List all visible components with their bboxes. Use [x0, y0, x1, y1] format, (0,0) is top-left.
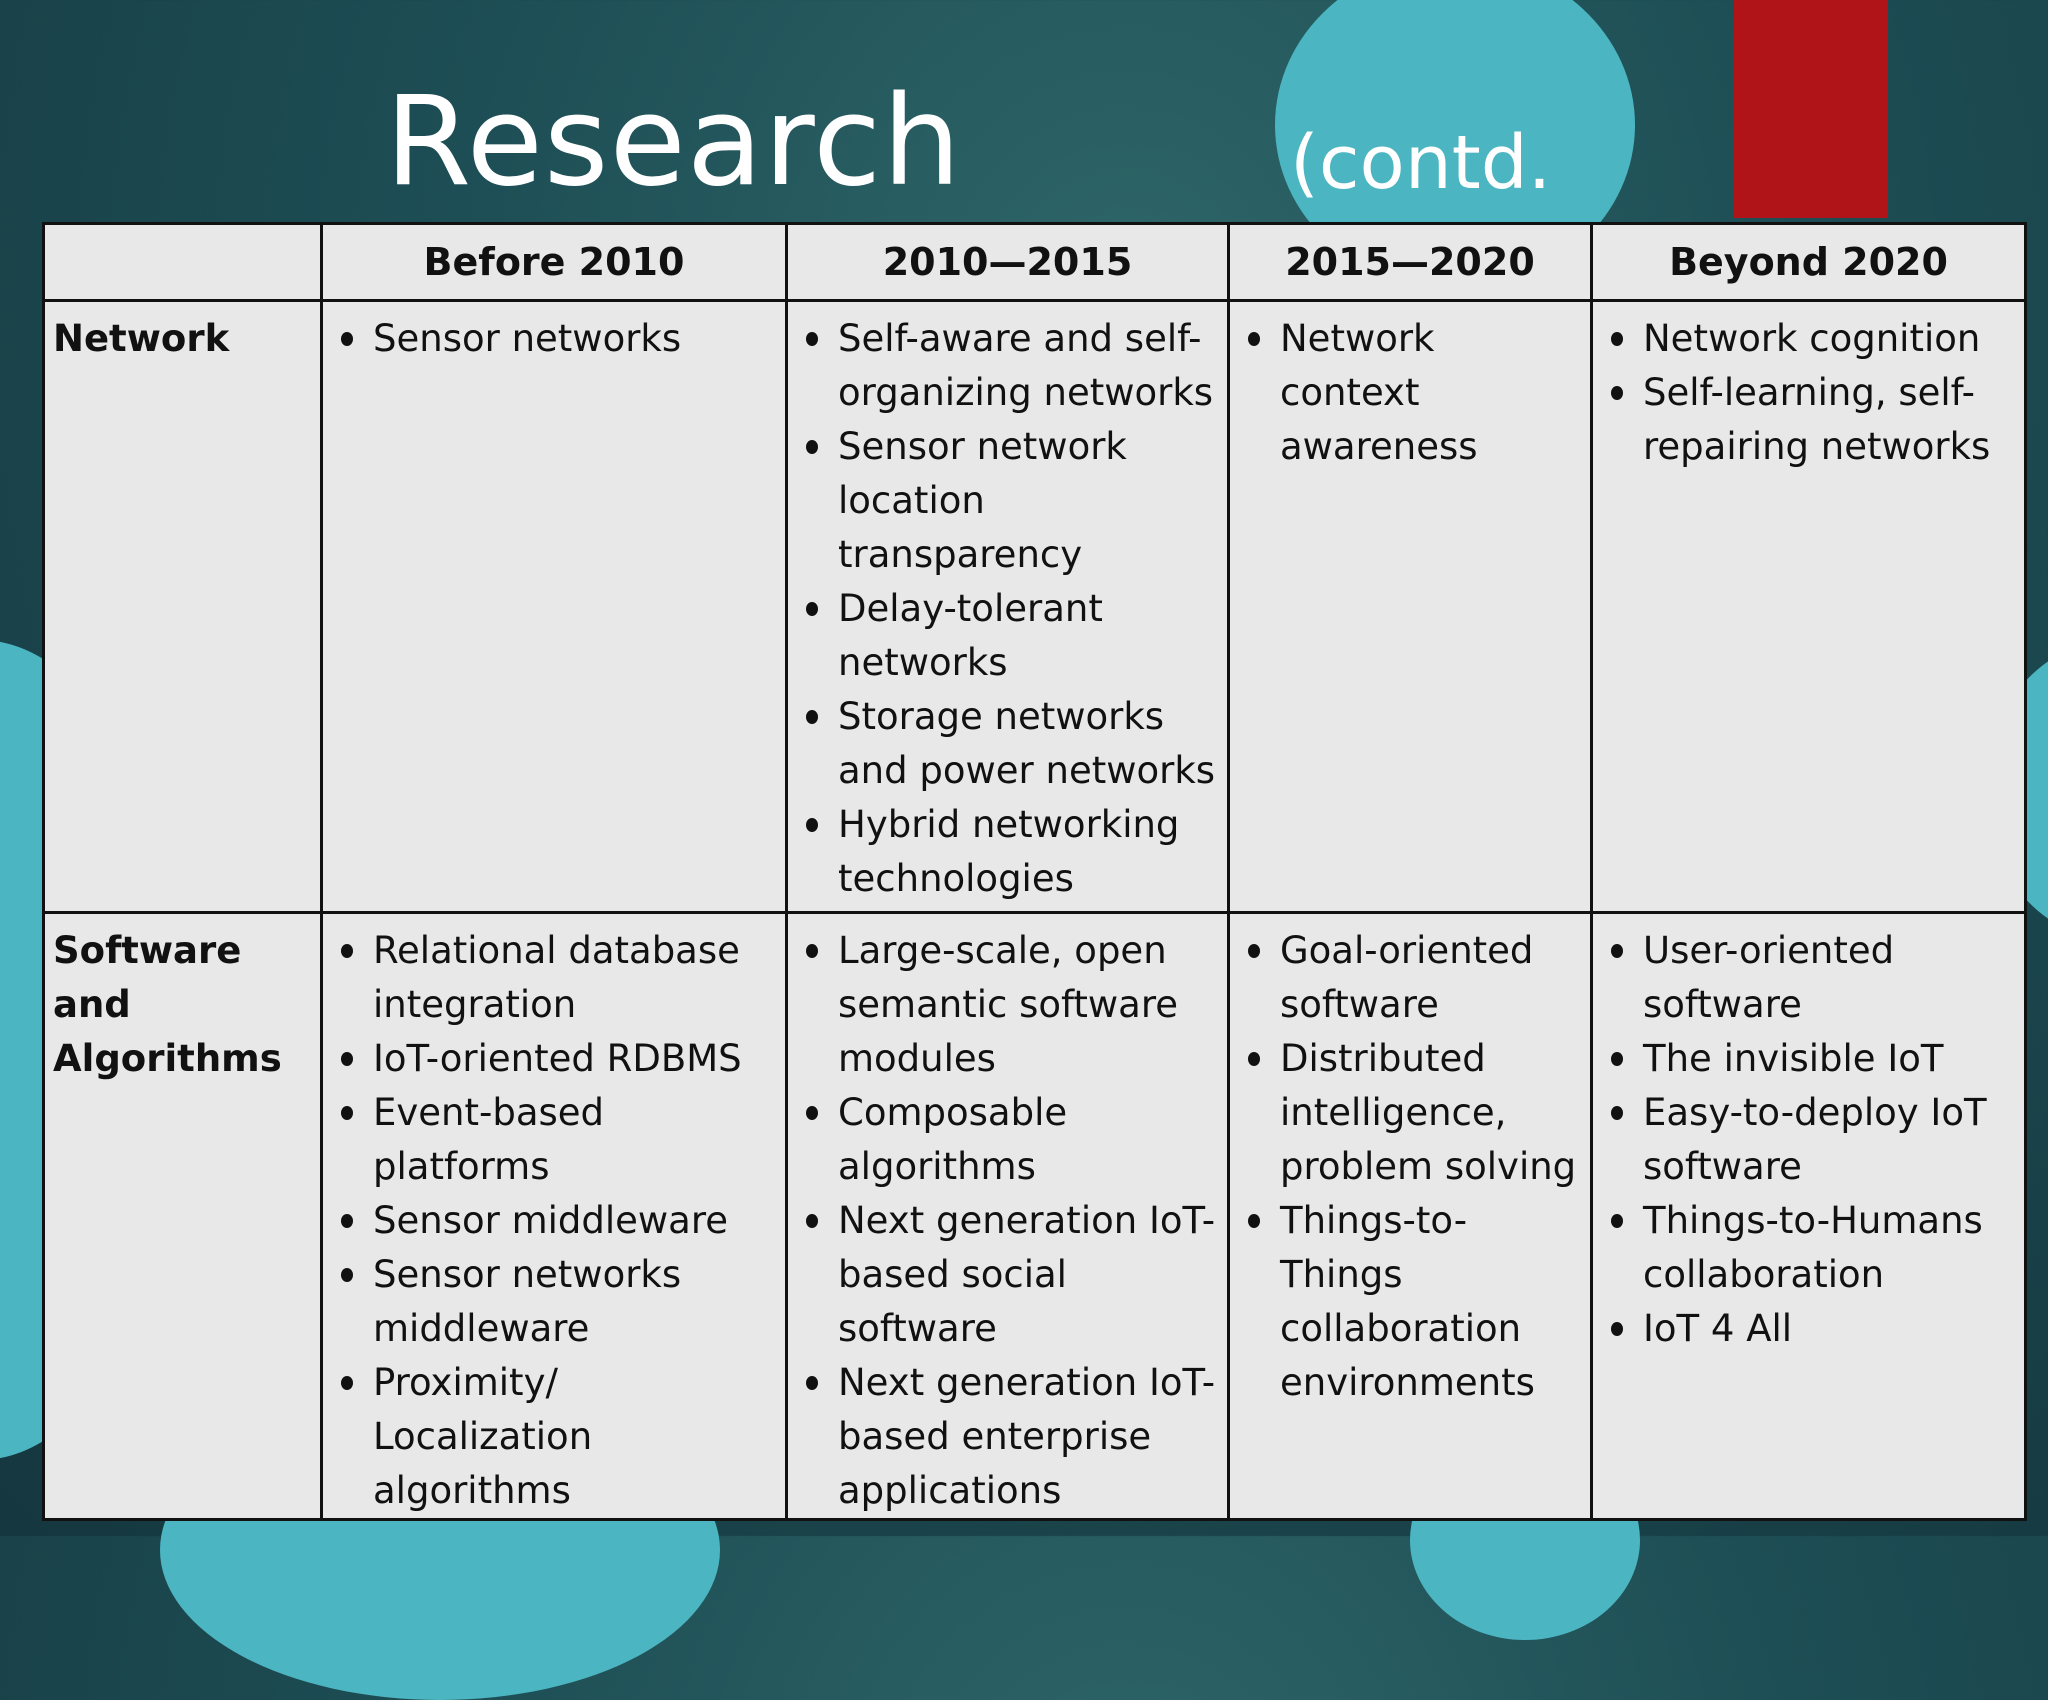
column-header-beyond-2020: Beyond 2020 [1592, 224, 2026, 301]
table-row-software-and-algorithms [44, 913, 2026, 1520]
bullet-list [1238, 312, 1582, 474]
bullet-item: Hybrid networking technologies [796, 798, 1219, 906]
bullet-item: Sensor networks middleware [331, 1248, 777, 1356]
bullet-item: Self-aware and self-organizing networks [796, 312, 1219, 420]
bullet-item: Proximity/ Localization algorithms [331, 1356, 777, 1518]
table-row-network [44, 301, 2026, 913]
bullet-item: Next generation IoT-based enterprise applications [796, 1356, 1219, 1518]
cell-software-before-2010 [322, 913, 787, 1520]
bullet-item: Event-based platforms [331, 1086, 777, 1194]
bullet-item: Easy-to-deploy IoT software [1601, 1086, 2016, 1194]
cell-software-2015-2020 [1229, 913, 1592, 1520]
cell-network-beyond-2020 [1592, 301, 2026, 913]
cell-software-2010-2015 [787, 913, 1229, 1520]
bullet-list [331, 924, 777, 1518]
row-label-network: Network [44, 301, 322, 913]
bullet-item: Self-learning, self-repairing networks [1601, 366, 2016, 474]
cell-software-beyond-2020 [1592, 913, 2026, 1520]
cell-network-2010-2015 [787, 301, 1229, 913]
bullet-item: Composable algorithms [796, 1086, 1219, 1194]
bullet-item: Relational database integration [331, 924, 777, 1032]
bullet-item: Network context awareness [1238, 312, 1582, 474]
bullet-item: The invisible IoT [1601, 1032, 2016, 1086]
bullet-list [1601, 924, 2016, 1356]
bullet-item: Storage networks and power networks [796, 690, 1219, 798]
bullet-list [1238, 924, 1582, 1410]
column-header-before-2010: Before 2010 [322, 224, 787, 301]
table-header-row [44, 224, 2026, 301]
bullet-item: Distributed intelligence, problem solving [1238, 1032, 1582, 1194]
bullet-item: Sensor network location transparency [796, 420, 1219, 582]
slide-title: Research [385, 70, 962, 214]
bullet-item: IoT-oriented RDBMS [331, 1032, 777, 1086]
bullet-item: Delay-tolerant networks [796, 582, 1219, 690]
bullet-item: Things-to-Humans collaboration [1601, 1194, 2016, 1302]
bullet-item: Sensor middleware [331, 1194, 777, 1248]
accent-bar [1734, 0, 1888, 218]
bullet-item: Things-to-Things collaboration environments [1238, 1194, 1582, 1410]
column-header-blank [44, 224, 322, 301]
bullet-list [796, 924, 1219, 1518]
cell-network-2015-2020 [1229, 301, 1592, 913]
bullet-item: Goal-oriented software [1238, 924, 1582, 1032]
bullet-item: Sensor networks [331, 312, 777, 366]
bullet-item: User-oriented software [1601, 924, 2016, 1032]
row-label-software-and-algorithms: Software and Algorithms [44, 913, 322, 1520]
slide-title-suffix: (contd. [1290, 120, 1552, 206]
column-header-2010-2015: 2010—2015 [787, 224, 1229, 301]
column-header-2015-2020: 2015—2020 [1229, 224, 1592, 301]
bullet-item: IoT 4 All [1601, 1302, 2016, 1356]
bullet-item: Large-scale, open semantic software modules [796, 924, 1219, 1086]
cell-network-before-2010 [322, 301, 787, 913]
research-roadmap-table [42, 222, 2027, 1521]
bullet-list [796, 312, 1219, 906]
bullet-list [1601, 312, 2016, 474]
bullet-item: Network cognition [1601, 312, 2016, 366]
bullet-list [331, 312, 777, 366]
bullet-item: Next generation IoT-based social software [796, 1194, 1219, 1356]
